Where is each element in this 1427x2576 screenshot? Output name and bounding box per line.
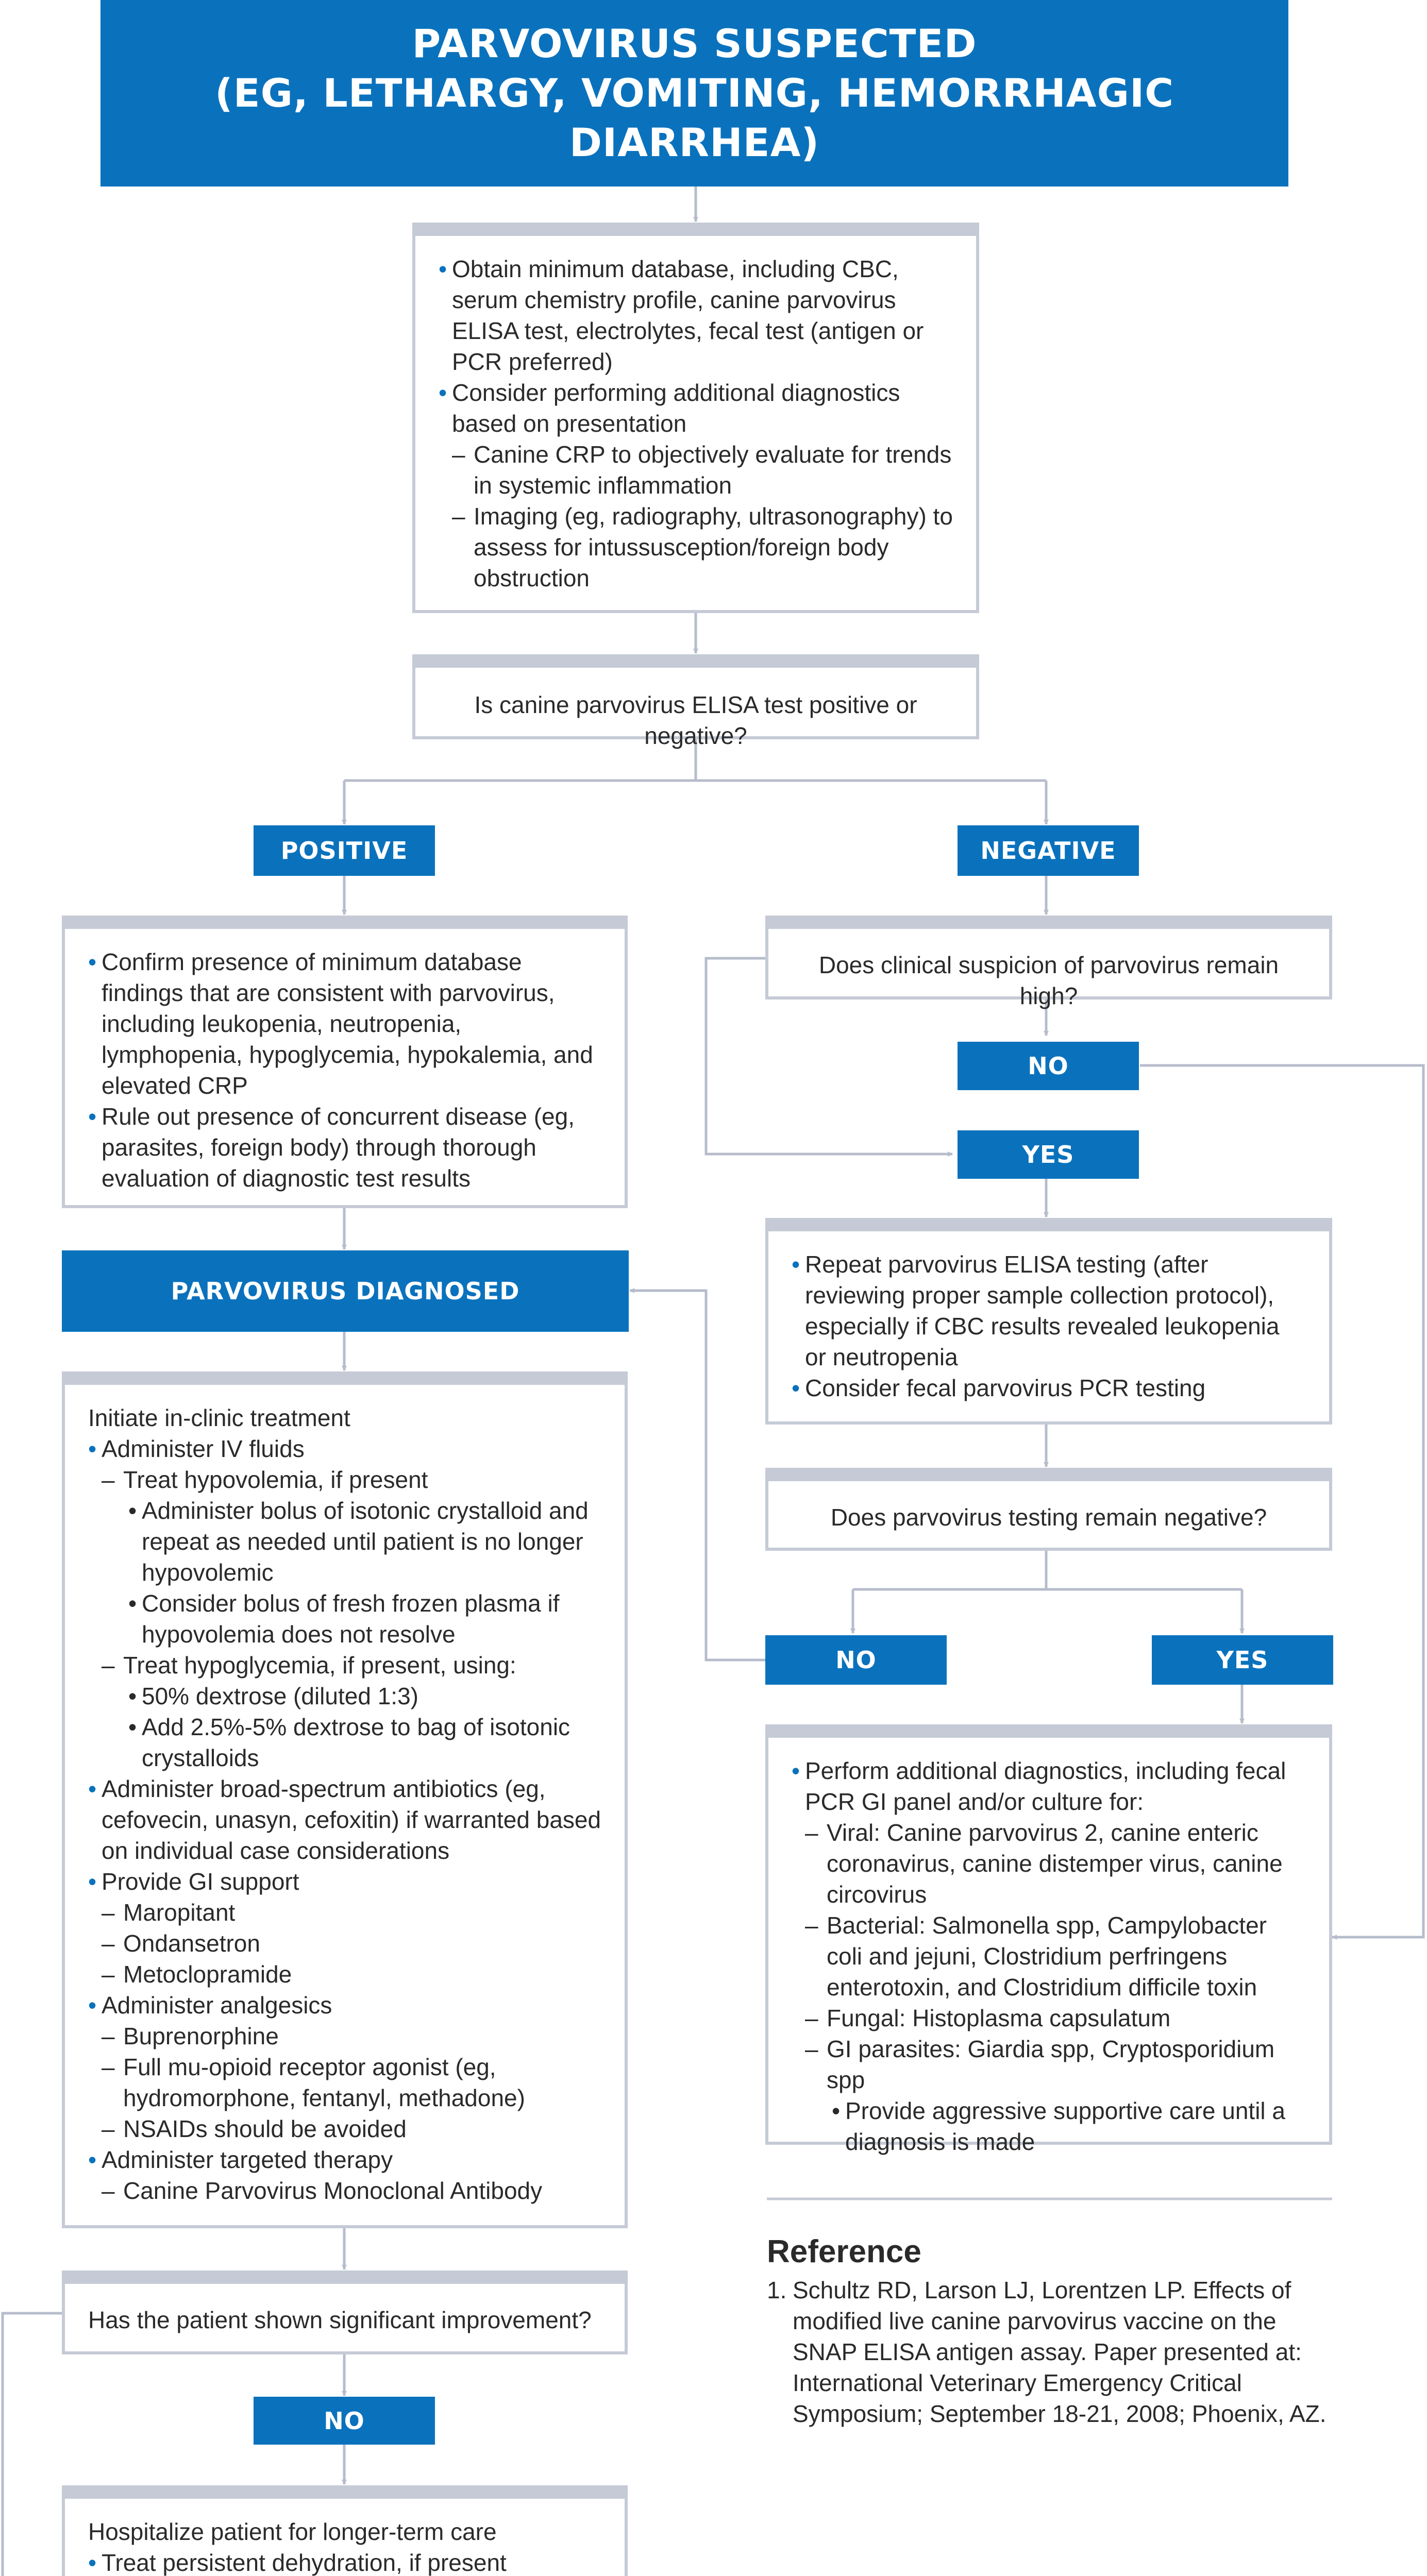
remain-negative-question: Does parvovirus testing remain negative? (830, 1504, 1267, 1531)
treatment-item: – Maropitant (88, 1897, 601, 1928)
treatment-item: • Provide GI support (88, 1866, 601, 1897)
treatment-item: – Treat hypovolemia, if present (88, 1464, 601, 1495)
improvement-question: Has the patient shown significant improvement? (88, 2307, 592, 2333)
negative-label: NEGATIVE (958, 825, 1139, 876)
additional-list (792, 1755, 1306, 2157)
remain-negative-no-label: NO (765, 1635, 947, 1685)
repeat-list (792, 1249, 1306, 1403)
suspicion-question-box (765, 916, 1332, 1009)
treatment-item: – Canine Parvovirus Monoclonal Antibody (88, 2175, 601, 2206)
treatment-list (88, 1402, 601, 2206)
treatment-item: – Metoclopramide (88, 1959, 601, 1990)
treatment-item: Initiate in-clinic treatment (88, 1404, 350, 1431)
treatment-item: – Buprenorphine (88, 2021, 601, 2052)
positive-item: • Confirm presence of minimum database findings that are consistent with parvovirus, including leukopenia, neutropenia, lymphopenia, hypoglycemia, hypokalemia, and elevated CRP (88, 946, 601, 1101)
in-clinic-treatment-box (62, 1371, 628, 2228)
reference-title: Reference (767, 2234, 921, 2269)
initial-item: – Imaging (eg, radiography, ultrasonography) to assess for intussusception/foreign body obstruction (439, 501, 953, 594)
initial-diagnostics-box (412, 223, 979, 613)
remain-negative-question-box (765, 1468, 1332, 1551)
repeat-item: • Consider fecal parvovirus PCR testing (792, 1372, 1306, 1403)
positive-label: POSITIVE (254, 825, 435, 876)
initial-item: – Canine CRP to objectively evaluate for trends in systemic inflammation (439, 439, 953, 501)
positive-item: • Rule out presence of concurrent disease (eg, parasites, foreign body) through thorough evaluation of diagnostic test results (88, 1101, 601, 1194)
reference-number: 1. (767, 2277, 787, 2303)
initial-item: • Obtain minimum database, including CBC, serum chemistry profile, canine parvovirus ELISA test, electrolytes, fecal test (antigen or PCR preferred) (439, 253, 953, 377)
hospitalize-list (88, 2516, 601, 2576)
additional-diagnostics-box (765, 1724, 1332, 2155)
initial-item: • Consider performing additional diagnostics based on presentation (439, 377, 953, 439)
remain-negative-yes-label: YES (1152, 1635, 1333, 1685)
treatment-item: • Administer IV fluids (88, 1433, 601, 1464)
reference-citation: Schultz RD, Larson LJ, Lorentzen LP. Effects of modified live canine parvovirus vaccine on the SNAP ELISA antigen assay. Paper presented at: International Veterinary Emergency Critical Symposium; September 18-21, 2008; Phoenix, AZ. (793, 2277, 1327, 2427)
header-line1: PARVOVIRUS SUSPECTED (412, 21, 977, 66)
treatment-item: • Consider bolus of fresh frozen plasma if hypovolemia does not resolve (88, 1588, 601, 1650)
suspicion-question: Does clinical suspicion of parvovirus remain high? (818, 952, 1279, 1009)
additional-item: – Fungal: Histoplasma capsulatum (792, 2003, 1306, 2033)
elisa-question: Is canine parvovirus ELISA test positive or negative? (474, 691, 917, 749)
hospitalize-item: Hospitalize patient for longer-term care (88, 2518, 497, 2545)
elisa-question-box (412, 654, 979, 749)
positive-findings-box (62, 916, 628, 1208)
treatment-item: – Ondansetron (88, 1928, 601, 1959)
additional-item: – Bacterial: Salmonella spp, Campylobacter coli and jejuni, Clostridium perfringens enterotoxin, and Clostridium difficile toxin (792, 1910, 1306, 2003)
treatment-item: – Full mu-opioid receptor agonist (eg, hydromorphone, fentanyl, methadone) (88, 2052, 601, 2113)
initial-list (439, 253, 953, 594)
positive-list (88, 946, 601, 1194)
parvovirus-diagnosed-label: PARVOVIRUS DIAGNOSED (62, 1250, 629, 1332)
treatment-item: • Administer targeted therapy (88, 2144, 601, 2175)
treatment-item: • Add 2.5%-5% dextrose to bag of isotonic crystalloids (88, 1711, 601, 1773)
treatment-item: – NSAIDs should be avoided (88, 2113, 601, 2144)
additional-item: • Perform additional diagnostics, including fecal PCR GI panel and/or culture for: (792, 1755, 1306, 1817)
treatment-item: • Administer broad-spectrum antibiotics (eg, cefovecin, unasyn, cefoxitin) if warranted based on individual case considerations (88, 1773, 601, 1866)
additional-item: – GI parasites: Giardia spp, Cryptosporidium spp (792, 2033, 1306, 2095)
hospitalize-item: • Treat persistent dehydration, if present (88, 2547, 601, 2576)
treatment-item: • 50% dextrose (diluted 1:3) (88, 1681, 601, 1711)
treatment-item: • Administer bolus of isotonic crystalloid and repeat as needed until patient is no longer hypovolemic (88, 1495, 601, 1588)
header-parvovirus-suspected (100, 0, 1288, 187)
hospitalize-box (62, 2485, 628, 2576)
suspicion-yes-label: YES (958, 1130, 1139, 1179)
treatment-item: – Treat hypoglycemia, if present, using: (88, 1650, 601, 1681)
reference-entry (767, 2275, 1334, 2429)
improvement-question-box (62, 2270, 628, 2354)
header-line2: (EG, LETHARGY, VOMITING, HEMORRHAGIC DIARRHEA) (214, 70, 1174, 165)
treatment-item: • Administer analgesics (88, 1990, 601, 2021)
suspicion-no-label: NO (958, 1042, 1139, 1090)
repeat-item: • Repeat parvovirus ELISA testing (after reviewing proper sample collection protocol), especially if CBC results revealed leukopenia or neutropenia (792, 1249, 1306, 1372)
improvement-no-label: NO (254, 2397, 435, 2445)
repeat-testing-box (765, 1218, 1332, 1425)
additional-item: – Viral: Canine parvovirus 2, canine enteric coronavirus, canine distemper virus, canine circovirus (792, 1817, 1306, 1910)
additional-item: • Provide aggressive supportive care until a diagnosis is made (792, 2095, 1306, 2157)
